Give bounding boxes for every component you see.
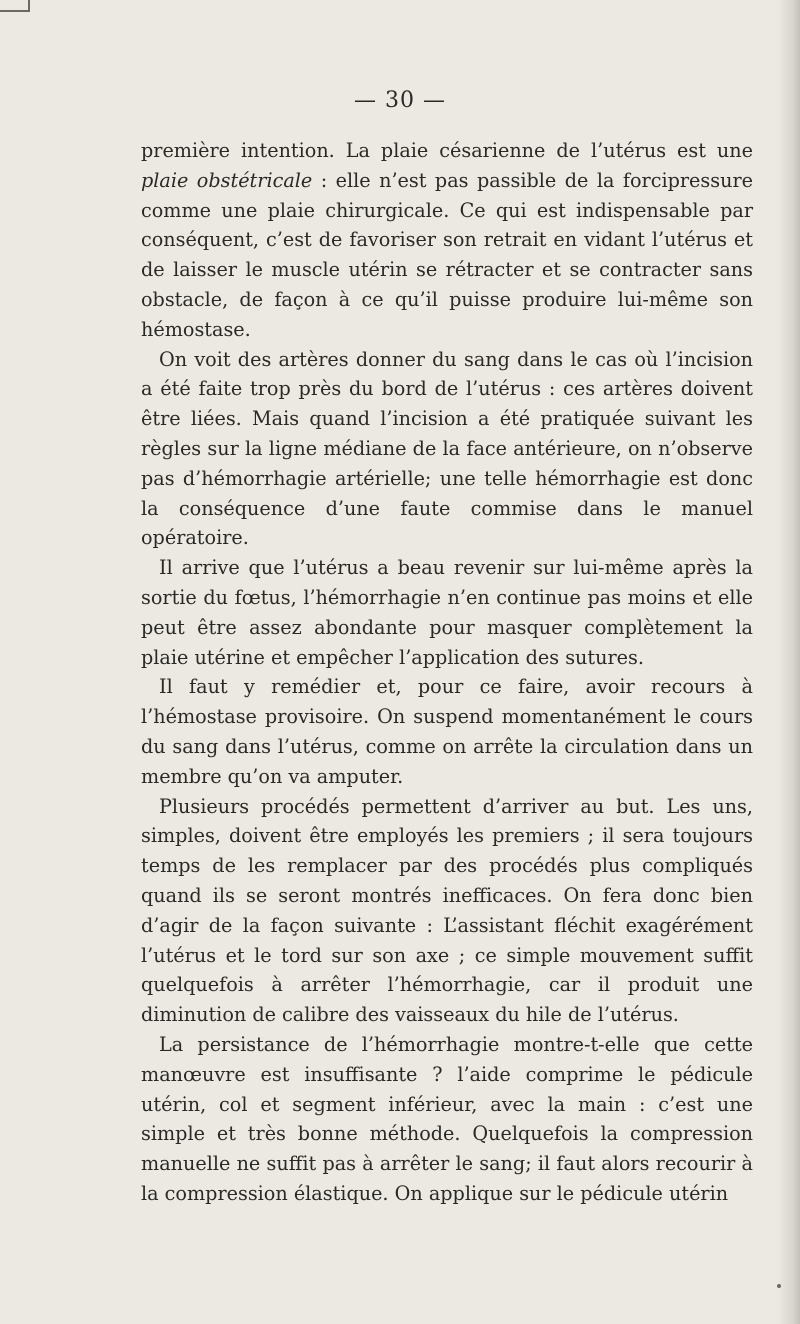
paragraph-2 [141, 345, 753, 554]
paragraph-3-text: Il arrive que l’utérus a beau revenir sur lui-même après la sortie du fœtus, l’hémorrhagie n’en continue pas moins et elle peut être assez abondante pour masquer complètement la plaie utérine et empêcher l’application des sutures. [141, 556, 753, 669]
paragraph-1 [141, 136, 753, 345]
paragraph-5-text: Plusieurs procédés permettent d’arriver au but. Les uns, simples, doivent être employés les premiers ; il sera toujours temps de les remplacer par des procédés plus compliqués quand ils se seront montrés inefficaces. On fera donc bien d’agir de la façon suivante : L’assistant fléchit exagérément l’utérus et le tord sur son axe ; ce simple mouvement suffit quelquefois à arrêter l’hémorrhagie, car il produit une diminution de calibre des vaisseaux du hile de l’utérus. [141, 794, 753, 1027]
body-text [141, 136, 753, 1209]
paragraph-4-text: Il faut y remédier et, pour ce faire, avoir recours à l’hémostase provisoire. On suspend momentanément le cours du sang dans l’utérus, comme on arrête la circulation dans un membre qu’on va amputer. [141, 675, 753, 788]
paragraph-4 [141, 672, 753, 791]
paragraph-1-text-b: : elle n’est pas passible de la forcipressure comme une plaie chirurgicale. Ce qui est indispensable par conséquent, c’est de favoriser son retrait en vidant l’utérus et de laisser le muscle utérin se rétracter et se contracter sans obstacle, de façon à ce qu’il puisse produire lui-même son hémostase. [141, 168, 753, 341]
page-corner-mark [0, 0, 30, 12]
paragraph-5 [141, 792, 753, 1030]
paragraph-2-text: On voit des artères donner du sang dans le cas où l’incision a été faite trop près du bord de l’utérus : ces artères doivent être liées. Mais quand l’incision a été pratiquée suivant les règles sur la ligne médiane de la face antérieure, on n’observe pas d’hémorrhagie artérielle; une telle hémorrhagie est donc la conséquence d’une faute commise dans le manuel opératoire. [141, 347, 753, 550]
paragraph-1-text-a: première intention. La plaie césarienne de l’utérus est une [141, 139, 753, 162]
paragraph-1-italic-term: plaie obstétricale [141, 168, 313, 192]
page-speck [777, 1284, 781, 1288]
page-edge-shadow [778, 0, 800, 1324]
paragraph-3 [141, 553, 753, 672]
page-number: — 30 — [354, 88, 446, 113]
paragraph-6-text: La persistance de l’hémorrhagie montre-t-elle que cette manœuvre est insuffisante ? l’aide comprime le pédicule utérin, col et segment inférieur, avec la main : c’est une simple et très bonne méthode. Quelquefois la compression manuelle ne suffit pas à arrêter le sang; il faut alors recourir à la compression élastique. On applique sur le pédicule utérin [141, 1032, 753, 1205]
paragraph-6 [141, 1030, 753, 1209]
